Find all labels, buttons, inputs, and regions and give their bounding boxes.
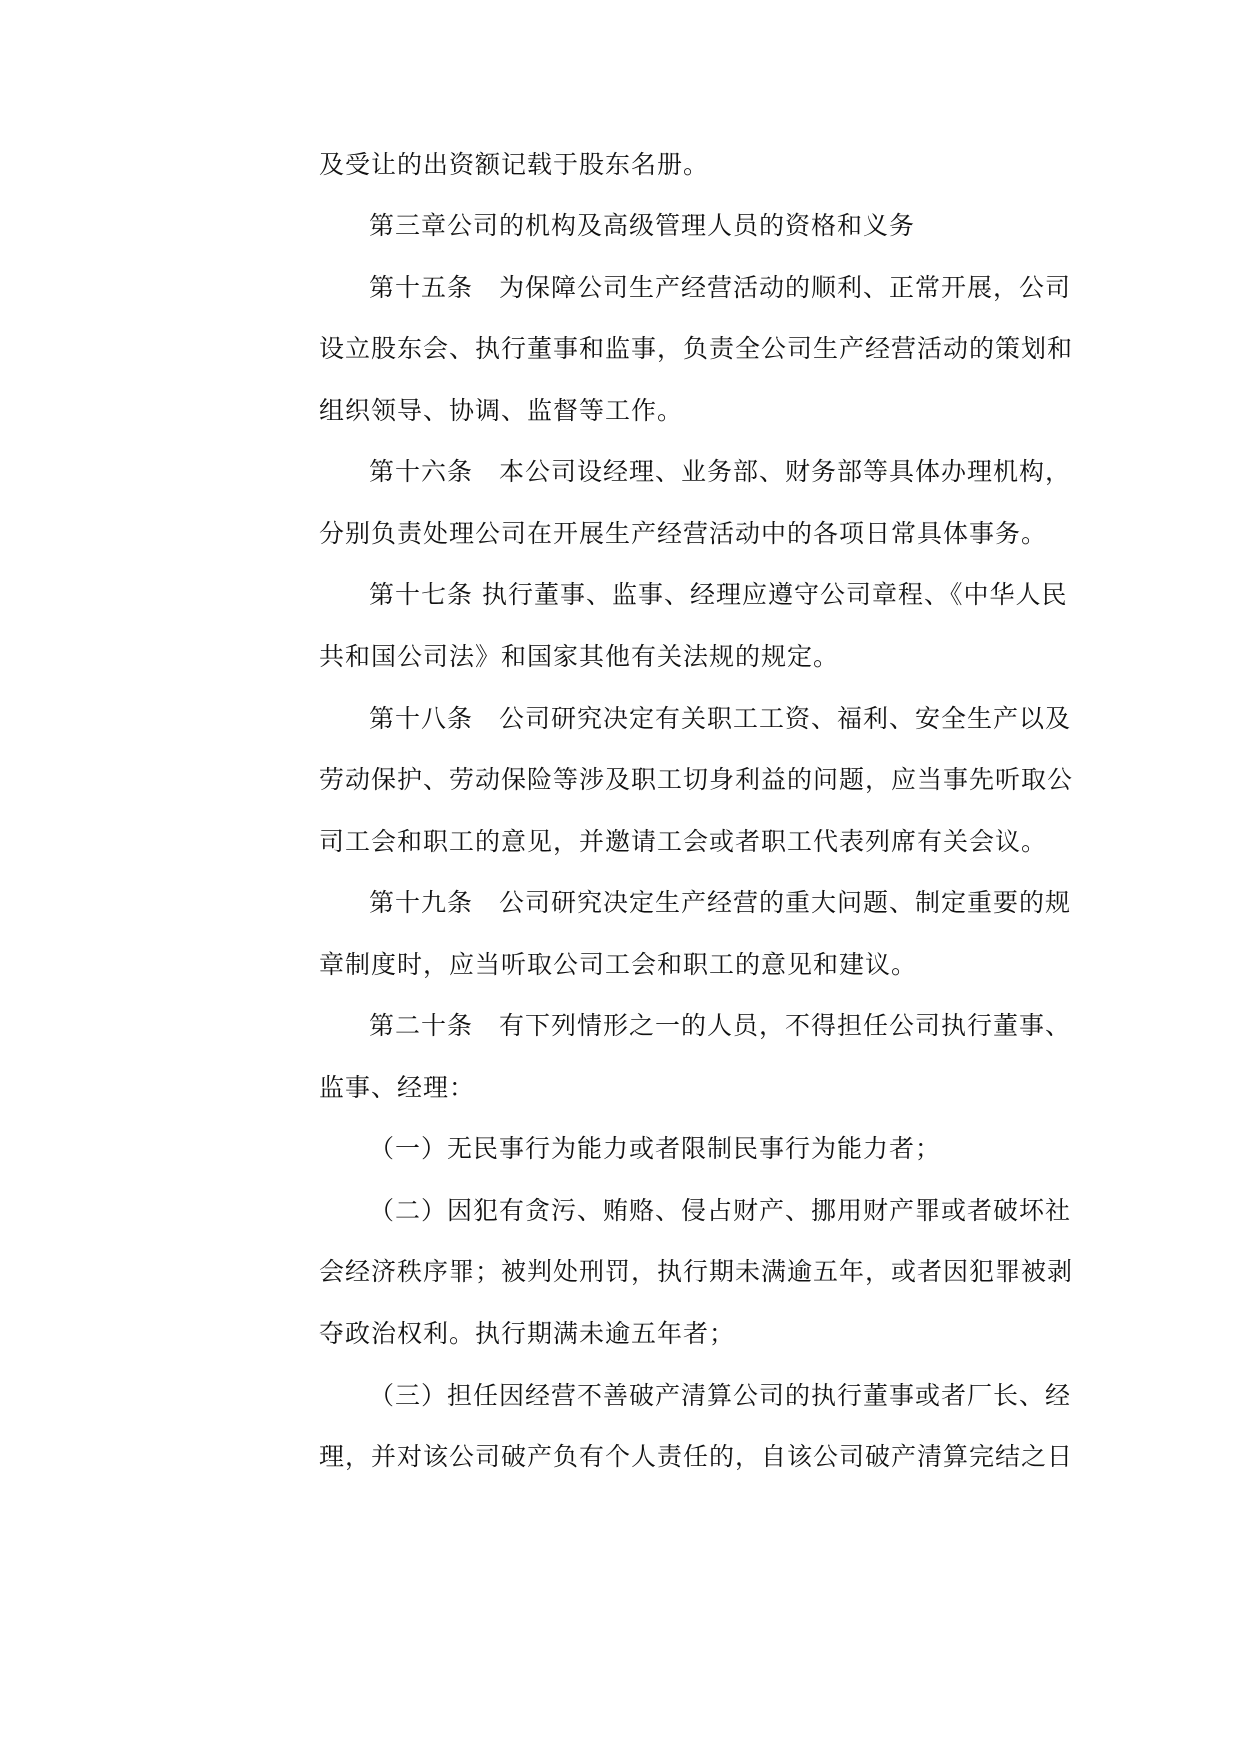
article-16-line-2: 分别负责处理公司在开展生产经营活动中的各项日常具体事务。 xyxy=(319,519,1048,548)
article-17-line-1: 第十七条 执行董事、监事、经理应遵守公司章程、《中华人民 xyxy=(369,580,1068,609)
article-15-line-2: 设立股东会、执行董事和监事，负责全公司生产经营活动的策划和 xyxy=(319,334,1074,363)
article-20-item-2-line-2: 会经济秩序罪；被判处刑罚，执行期未满逾五年，或者因犯罪被剥 xyxy=(319,1257,1074,1286)
article-20-item-1: （一）无民事行为能力或者限制民事行为能力者； xyxy=(369,1134,942,1163)
article-18-line-3: 司工会和职工的意见，并邀请工会或者职工代表列席有关会议。 xyxy=(319,827,1048,856)
article-19-line-2: 章制度时，应当听取公司工会和职工的意见和建议。 xyxy=(319,950,918,979)
article-18-line-2: 劳动保护、劳动保险等涉及职工切身利益的问题，应当事先听取公 xyxy=(319,765,1074,794)
article-20-item-2-line-1: （二）因犯有贪污、贿赂、侵占财产、挪用财产罪或者破坏社 xyxy=(369,1196,1072,1225)
text-line-1: 及受让的出资额记载于股东名册。 xyxy=(319,150,710,179)
article-19-line-1: 第十九条 公司研究决定生产经营的重大问题、制定重要的规 xyxy=(369,888,1072,917)
article-20-item-3-line-2: 理，并对该公司破产负有个人责任的，自该公司破产清算完结之日 xyxy=(319,1442,1074,1471)
article-20-line-1: 第二十条 有下列情形之一的人员，不得担任公司执行董事、 xyxy=(369,1011,1072,1040)
article-17-line-2: 共和国公司法》和国家其他有关法规的规定。 xyxy=(319,642,840,671)
article-20-item-3-line-1: （三）担任因经营不善破产清算公司的执行董事或者厂长、经 xyxy=(369,1381,1072,1410)
article-20-item-2-line-3: 夺政治权利。执行期满未逾五年者； xyxy=(319,1319,736,1348)
article-15-line-3: 组织领导、协调、监督等工作。 xyxy=(319,396,684,425)
article-15-line-1: 第十五条 为保障公司生产经营活动的顺利、正常开展，公司 xyxy=(369,273,1072,302)
article-20-line-2: 监事、经理： xyxy=(319,1073,476,1102)
article-16-line-1: 第十六条 本公司设经理、业务部、财务部等具体办理机构， xyxy=(369,457,1072,486)
chapter-heading: 第三章公司的机构及高级管理人员的资格和义务 xyxy=(369,211,916,240)
article-18-line-1: 第十八条 公司研究决定有关职工工资、福利、安全生产以及 xyxy=(369,704,1072,733)
